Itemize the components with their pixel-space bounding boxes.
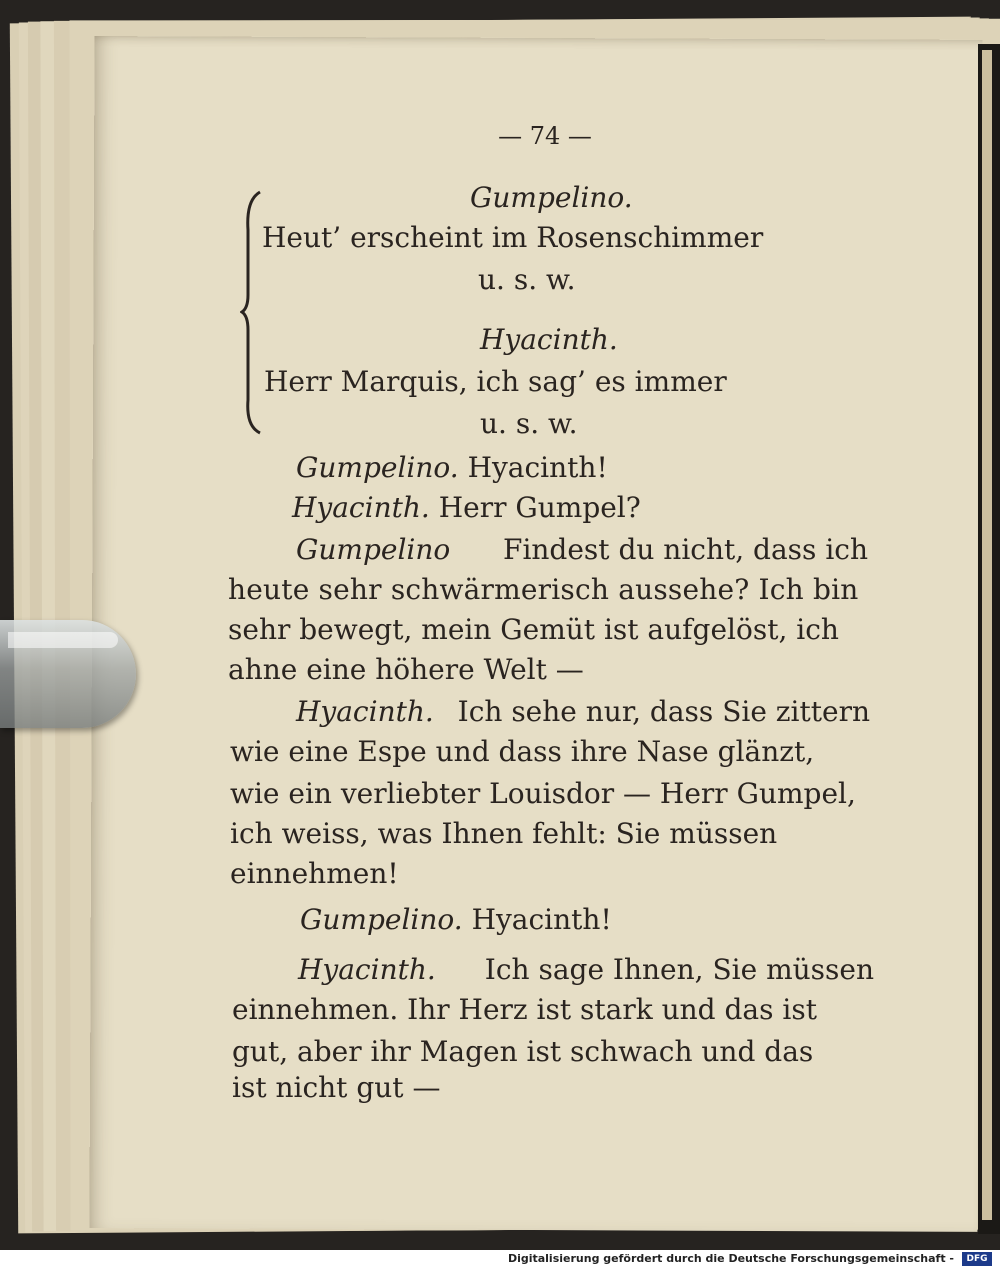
dialogue-text: einnehmen. Ihr Herz ist stark und das ist bbox=[232, 993, 817, 1026]
dialogue-text: einnehmen! bbox=[230, 857, 399, 890]
dialogue-text: wie ein verliebter Louisdor — Herr Gumpel, bbox=[230, 777, 856, 810]
dialogue-text: Hyacinth! bbox=[471, 903, 612, 936]
speaker-label: Gumpelino. bbox=[296, 451, 459, 484]
dialogue-line bbox=[298, 952, 874, 988]
dialogue-text: Ich sehe nur, dass Sie zittern bbox=[457, 695, 870, 728]
dialogue-line bbox=[296, 450, 608, 486]
dialogue-text: wie eine Espe und dass ihre Nase glänzt, bbox=[230, 735, 815, 768]
dialogue-text: ahne eine höhere Welt — bbox=[228, 653, 584, 686]
dialogue-text: heute sehr schwärmerisch aussehe? Ich bin bbox=[228, 573, 859, 606]
speaker-label: Gumpelino. bbox=[300, 903, 463, 936]
dialogue-text: sehr bewegt, mein Gemüt ist aufgelöst, ich bbox=[228, 613, 839, 646]
page-number: — 74 — bbox=[498, 122, 592, 150]
verse-line: Herr Marquis, ich sag’ es immer bbox=[264, 365, 727, 398]
dialogue-line bbox=[300, 902, 612, 938]
page-clip-highlight bbox=[8, 632, 118, 648]
speaker-label: Hyacinth. bbox=[296, 695, 434, 728]
dialogue-line bbox=[296, 694, 870, 730]
speaker-label: Hyacinth. bbox=[292, 491, 430, 524]
dialogue-line bbox=[296, 532, 868, 568]
speaker-label: Hyacinth. bbox=[480, 323, 618, 356]
dialogue-text: ist nicht gut — bbox=[232, 1071, 441, 1104]
etc-line: u. s. w. bbox=[480, 407, 578, 440]
dialogue-line bbox=[292, 490, 641, 526]
etc-line: u. s. w. bbox=[478, 263, 576, 296]
dialogue-text: gut, aber ihr Magen ist schwach und das bbox=[232, 1035, 814, 1068]
dialogue-text: Herr Gumpel? bbox=[438, 491, 641, 524]
footer-credit: Digitalisierung gefördert durch die Deutsche Forschungsgemeinschaft - bbox=[507, 1252, 954, 1265]
dialogue-text: ich weiss, was Ihnen fehlt: Sie müssen bbox=[230, 817, 778, 850]
speaker-label: Gumpelino. bbox=[470, 181, 633, 214]
dialogue-text: Hyacinth! bbox=[467, 451, 608, 484]
dfg-logo: DFG bbox=[962, 1252, 992, 1266]
speaker-label: Gumpelino bbox=[296, 533, 451, 566]
speaker-label: Hyacinth. bbox=[298, 953, 436, 986]
dialogue-text: Ich sage Ihnen, Sie müssen bbox=[484, 953, 874, 986]
verse-line: Heut’ erscheint im Rosenschimmer bbox=[262, 221, 764, 254]
dialogue-text: Findest du nicht, dass ich bbox=[503, 533, 868, 566]
facing-page-edge bbox=[982, 50, 992, 1220]
